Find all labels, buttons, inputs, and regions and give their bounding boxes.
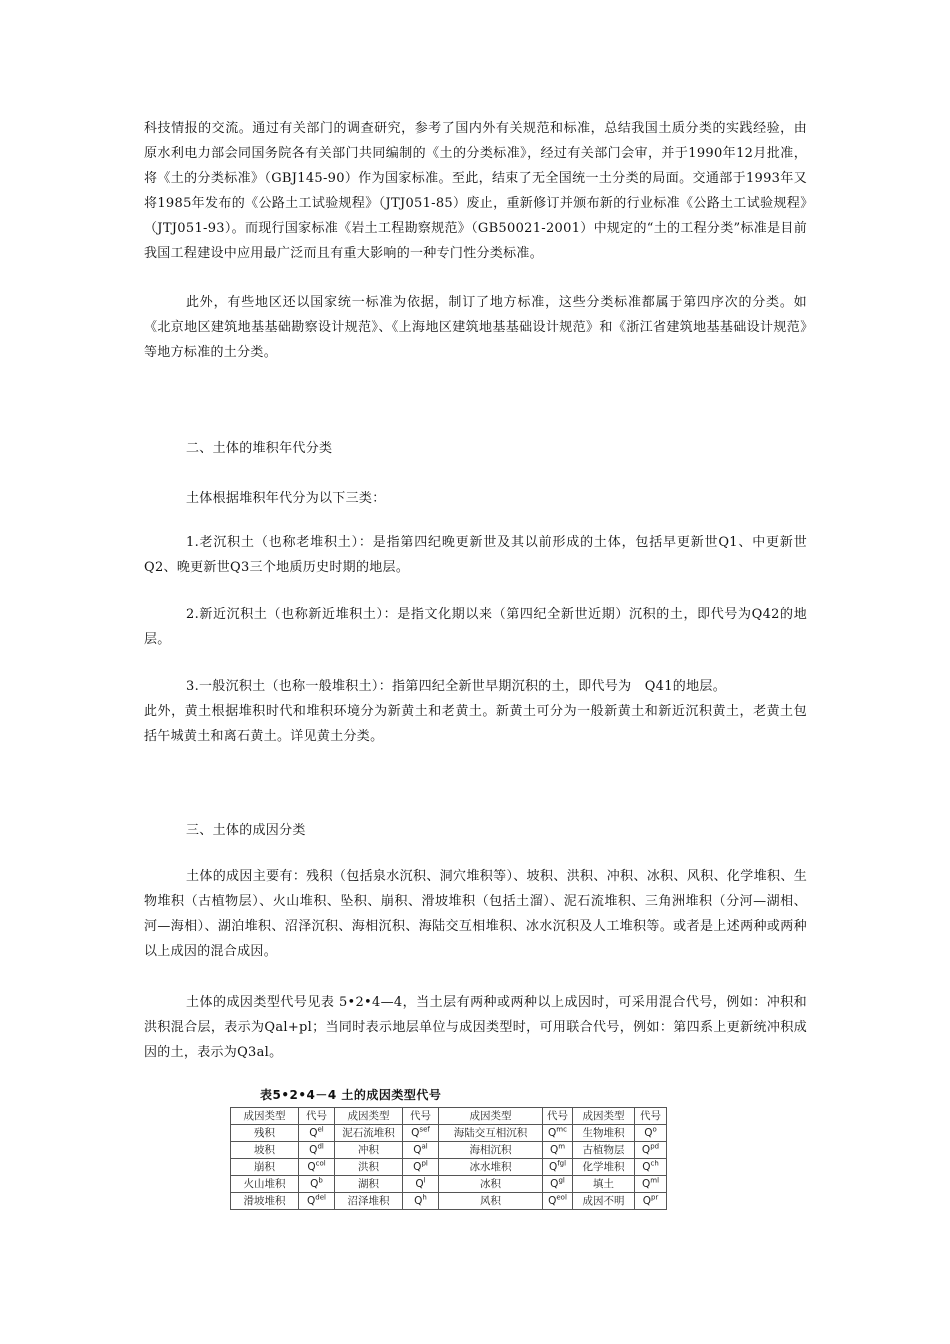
table-cell-type: 填土 (573, 1176, 635, 1193)
code-base: Q (411, 1127, 420, 1139)
code-superscript: al (421, 1142, 428, 1151)
code-base: Q (548, 1161, 558, 1173)
code-superscript: del (315, 1193, 326, 1202)
paragraph-recent-deposit: 2.新近沉积土（也称新近堆积土）：是指文化期以来（第四纪全新世近期）沉积的土，即代号为Q42的地层。 (144, 607, 807, 647)
code-superscript: fgl (557, 1159, 567, 1168)
table-cell-type: 海陆交互相沉积 (439, 1125, 543, 1142)
paragraph-genesis-list: 土体的成因主要有：残积（包括泉水沉积、洞穴堆积等）、坡积、洪积、冲积、冰积、风积、化学堆积、生物堆积（古植物层）、火山堆积、坠积、崩积、滑坡堆积（包括土溜）、泥石流堆积、三角洲堆积（分河—湖相、河—海相）、湖泊堆积、沼泽沉积、海相沉积、海陆交互相堆积、冰水沉积及人工堆积等。或者是上述两种或两种以上成因的混合成因。 (144, 869, 807, 959)
code-base: Q (310, 1178, 319, 1190)
code-superscript: m (558, 1142, 566, 1151)
code-base: Q (548, 1127, 557, 1139)
table-cell-code (543, 1142, 573, 1159)
table-caption: 表5•2•4－4 土的成因类型代号 (260, 1088, 442, 1102)
paragraph-loess: 此外，黄土根据堆积时代和堆积环境分为新黄土和老黄土。新黄土可分为一般新黄土和新近沉积黄土，老黄土包括午城黄土和离石黄土。详见黄土分类。 (144, 704, 807, 744)
code-superscript: pr (650, 1193, 659, 1202)
paragraph-general-deposit: 3.一般沉积土（也称一般堆积土）：指第四纪全新世早期沉积的土，即代号为 Q41的地层。 (186, 679, 727, 694)
table-cell-code (635, 1125, 667, 1142)
table-cell-type: 火山堆积 (231, 1176, 299, 1193)
table-header-cell: 成因类型 (335, 1108, 403, 1125)
code-base: Q (414, 1195, 423, 1207)
table-header-cell: 成因类型 (439, 1108, 543, 1125)
code-superscript: el (317, 1125, 324, 1134)
table-cell-code (635, 1193, 667, 1210)
section-heading-genesis: 三、土体的成因分类 (186, 823, 306, 838)
table-cell-type: 生物堆积 (573, 1125, 635, 1142)
code-superscript: gl (558, 1176, 565, 1185)
paragraph-old-deposit: 1.老沉积土（也称老堆积土）：是指第四纪晚更新世及其以前形成的土体，包括早更新世Q1、中更新世Q2、晚更新世Q3三个地质历史时期的地层。 (144, 535, 807, 575)
code-superscript: mc (556, 1125, 567, 1134)
code-superscript: sef (419, 1125, 430, 1134)
code-superscript: l (423, 1176, 426, 1185)
code-base: Q (307, 1161, 316, 1173)
paragraph-local-standards: 此外，有些地区还以国家统一标准为依据，制订了地方标准，这些分类标准都属于第四序次的分类。如《北京地区建筑地基基础勘察设计规范》、《上海地区建筑地基基础设计规范》和《浙江省建筑地基基础设计规范》等地方标准的土分类。 (144, 295, 807, 360)
code-superscript: dl (317, 1142, 324, 1151)
paragraph-genesis-codes: 土体的成因类型代号见表 5•2•4—4，当土层有两种或两种以上成因时，可采用混合代号，例如：冲积和洪积混合层，表示为Qal+pl；当同时表示地层单位与成因类型时，可用联合代号，例如：第四系上更新统冲积成因的土，表示为Q3al。 (144, 995, 807, 1060)
table-cell-type: 湖积 (335, 1176, 403, 1193)
table-cell-type: 古植物层 (573, 1142, 635, 1159)
table-row (231, 1193, 667, 1210)
code-base: Q (550, 1178, 559, 1190)
code-base: Q (413, 1161, 422, 1173)
table-cell-type: 海相沉积 (439, 1142, 543, 1159)
table-cell-type: 滑坡堆积 (231, 1193, 299, 1210)
code-superscript: ml (650, 1176, 660, 1185)
table-cell-code (635, 1176, 667, 1193)
code-superscript: o (652, 1125, 657, 1134)
table-cell-code (299, 1142, 335, 1159)
code-superscript: pl (421, 1159, 428, 1168)
table-cell-type: 冲积 (335, 1142, 403, 1159)
genesis-code-table-figure (230, 1086, 666, 1210)
table-cell-code (403, 1176, 439, 1193)
table-header-row (231, 1108, 667, 1125)
code-base: Q (549, 1144, 559, 1156)
table-cell-code (635, 1142, 667, 1159)
table-cell-code (299, 1176, 335, 1193)
code-base: Q (309, 1127, 318, 1139)
code-base: Q (641, 1144, 651, 1156)
code-superscript: eol (556, 1193, 567, 1202)
code-base: Q (413, 1144, 422, 1156)
code-superscript: col (315, 1159, 326, 1168)
table-row (231, 1176, 667, 1193)
table-cell-type: 残积 (231, 1125, 299, 1142)
table-cell-type: 洪积 (335, 1159, 403, 1176)
code-superscript: b (318, 1176, 323, 1185)
table-header-cell: 代号 (543, 1108, 573, 1125)
table-row (231, 1142, 667, 1159)
table-cell-type: 泥石流堆积 (335, 1125, 403, 1142)
code-base: Q (415, 1178, 424, 1190)
table-cell-code (543, 1125, 573, 1142)
paragraph-age-intro: 土体根据堆积年代分为以下三类： (186, 491, 386, 506)
table-cell-code (543, 1176, 573, 1193)
table-cell-type: 崩积 (231, 1159, 299, 1176)
table-cell-code (543, 1193, 573, 1210)
table-cell-code (403, 1125, 439, 1142)
table-cell-code (543, 1159, 573, 1176)
table-cell-type: 冰积 (439, 1176, 543, 1193)
table-cell-code (299, 1125, 335, 1142)
table-header-cell: 代号 (635, 1108, 667, 1125)
code-superscript: h (422, 1193, 427, 1202)
table-cell-type: 冰水堆积 (439, 1159, 543, 1176)
table-cell-code (635, 1159, 667, 1176)
table-cell-code (403, 1159, 439, 1176)
paragraph-standards-history: 科技情报的交流。通过有关部门的调查研究，参考了国内外有关规范和标准，总结我国土质分类的实践经验，由原水利电力部会同国务院各有关部门共同编制的《土的分类标准》，经过有关部门会审，并于1990年12月批准，将《土的分类标准》（GBJ145-90）作为国家标准。至此，结束了无全国统一土分类的局面。交通部于1993年又将1985年发布的《公路土工试验规程》（JTJ051-85）废止，重新修订并颁布新的行业标准《公路土工试验规程》（JTJ051-93）。而现行国家标准《岩土工程勘察规范》（GB50021-2001）中规定的“土的工程分类”标准是目前我国工程建设中应用最广泛而且有重大影响的一种专门性分类标准。 (144, 121, 807, 261)
table-cell-type: 风积 (439, 1193, 543, 1210)
table-row (231, 1159, 667, 1176)
code-superscript: pd (650, 1142, 660, 1151)
table-header-cell: 成因类型 (573, 1108, 635, 1125)
code-base: Q (644, 1127, 653, 1139)
code-base: Q (642, 1195, 651, 1207)
table-cell-type: 成因不明 (573, 1193, 635, 1210)
table-cell-type: 沼泽堆积 (335, 1193, 403, 1210)
code-base: Q (307, 1195, 316, 1207)
table-cell-code (403, 1142, 439, 1159)
genesis-code-table (230, 1107, 667, 1210)
table-cell-code (403, 1193, 439, 1210)
code-base: Q (309, 1144, 318, 1156)
section-heading-age: 二、土体的堆积年代分类 (186, 441, 333, 456)
table-cell-code (299, 1159, 335, 1176)
code-base: Q (642, 1161, 651, 1173)
table-row (231, 1125, 667, 1142)
table-header-cell: 代号 (299, 1108, 335, 1125)
table-body (231, 1108, 667, 1210)
table-cell-code (299, 1193, 335, 1210)
table-header-cell: 成因类型 (231, 1108, 299, 1125)
code-base: Q (641, 1178, 651, 1190)
table-header-cell: 代号 (403, 1108, 439, 1125)
code-superscript: ch (650, 1159, 659, 1168)
table-cell-type: 坡积 (231, 1142, 299, 1159)
table-cell-type: 化学堆积 (573, 1159, 635, 1176)
code-base: Q (548, 1195, 557, 1207)
